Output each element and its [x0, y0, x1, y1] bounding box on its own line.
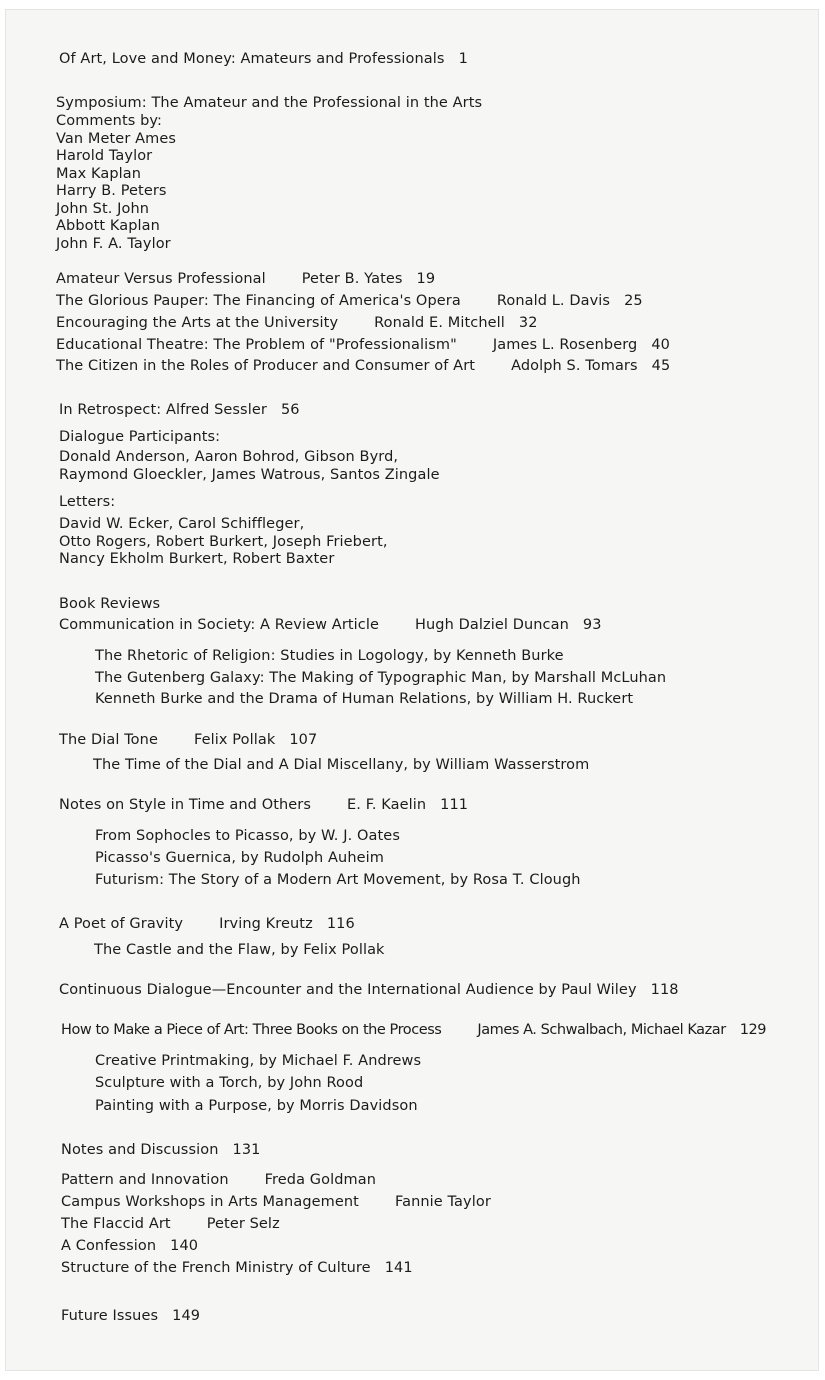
letters-label: Letters: [59, 494, 116, 510]
symposium-title: Symposium: The Amateur and the Professional in the Arts [56, 95, 483, 111]
entry-title: In Retrospect: Alfred Sessler [59, 402, 267, 418]
letters-line: David W. Ecker, Carol Schiffleger, [59, 516, 305, 532]
entry-page: 40 [651, 337, 670, 353]
entry-page: 19 [416, 271, 436, 287]
entry-page: 45 [651, 358, 671, 374]
reviewed-book: The Gutenberg Galaxy: The Making of Typographic Man, by Marshall McLuhan [95, 670, 667, 686]
toc-entry-love-money [59, 50, 468, 68]
entry-page: 118 [650, 982, 679, 998]
entry-title: Notes on Style in Time and Others [59, 797, 312, 813]
toc-entry-note [61, 1259, 413, 1277]
entry-author: Adolph S. Tomars [511, 358, 638, 374]
entry-author: Hugh Dalziel Duncan [415, 617, 569, 633]
entry-page: 116 [326, 916, 355, 932]
commenter: Max Kaplan [56, 166, 142, 182]
toc-entry-notes [61, 1141, 260, 1159]
entry-title: The Glorious Pauper: The Financing of America's Opera [56, 293, 461, 309]
entry-title: Of Art, Love and Money: Amateurs and Professionals [59, 51, 445, 67]
entry-title: How to Make a Piece of Art: Three Books on the Process [61, 1022, 442, 1038]
letters-line: Nancy Ekholm Burkert, Robert Baxter [59, 551, 335, 567]
toc-entry-review [59, 981, 679, 999]
entry-title: Amateur Versus Professional [56, 271, 266, 287]
reviewed-book: Creative Printmaking, by Michael F. Andrews [95, 1053, 422, 1069]
reviewed-book: Picasso's Guernica, by Rudolph Auheim [95, 850, 384, 866]
toc-entry-article [56, 314, 538, 332]
entry-page: 93 [582, 617, 602, 633]
entry-author: Ronald E. Mitchell [374, 315, 505, 331]
entry-author: Irving Kreutz [219, 916, 313, 932]
entry-page: 131 [232, 1142, 261, 1158]
toc-entry-note [61, 1237, 198, 1255]
comments-label: Comments by: [56, 113, 163, 129]
toc-entry-review [59, 915, 355, 933]
toc-entry-retrospect [59, 401, 300, 419]
entry-page: 149 [172, 1308, 201, 1324]
reviewed-book: Futurism: The Story of a Modern Art Movement, by Rosa T. Clough [95, 872, 581, 888]
entry-title: Future Issues [61, 1308, 159, 1324]
entry-title: Continuous Dialogue—Encounter and the International Audience by Paul Wiley [59, 982, 637, 998]
reviewed-book: Painting with a Purpose, by Morris Davidson [95, 1098, 418, 1114]
entry-page: 1 [458, 51, 468, 67]
toc-entry-future [61, 1307, 200, 1325]
entry-author: Freda Goldman [264, 1172, 377, 1188]
entry-title: Encouraging the Arts at the University [56, 315, 339, 331]
entry-author: Peter B. Yates [301, 271, 403, 287]
toc-entry-review [59, 731, 317, 749]
entry-author: E. F. Kaelin [347, 797, 427, 813]
entry-title: The Citizen in the Roles of Producer and Consumer of Art [56, 358, 476, 374]
reviewed-book: The Castle and the Flaw, by Felix Pollak [94, 942, 385, 958]
commenter: Harold Taylor [56, 148, 153, 164]
entry-title: Pattern and Innovation [61, 1172, 229, 1188]
entry-page: 141 [384, 1260, 413, 1276]
commenter: John St. John [56, 201, 150, 217]
entry-title: The Flaccid Art [61, 1216, 171, 1232]
entry-page: 107 [289, 732, 318, 748]
entry-page: 32 [518, 315, 538, 331]
toc-entry-article [56, 357, 670, 375]
book-reviews-heading: Book Reviews [59, 596, 161, 612]
letters-line: Otto Rogers, Robert Burkert, Joseph Friebert, [59, 534, 388, 550]
entry-author: James L. Rosenberg [492, 337, 638, 353]
entry-page: 129 [739, 1022, 767, 1038]
reviewed-book: The Time of the Dial and A Dial Miscellany, by William Wasserstrom [93, 757, 590, 773]
entry-title: A Poet of Gravity [59, 916, 184, 932]
entry-page: 56 [280, 402, 300, 418]
entry-title: Educational Theatre: The Problem of "Professionalism" [56, 337, 457, 353]
entry-page: 111 [440, 797, 469, 813]
reviewed-book: The Rhetoric of Religion: Studies in Logology, by Kenneth Burke [95, 648, 564, 664]
entry-author: Peter Selz [206, 1216, 280, 1232]
toc-entry-article [56, 292, 643, 310]
reviewed-book: Sculpture with a Torch, by John Rood [95, 1075, 364, 1091]
toc-entry-note [61, 1171, 376, 1189]
entry-title: Communication in Society: A Review Article [59, 617, 380, 633]
commenter: Abbott Kaplan [56, 218, 160, 234]
entry-title: A Confession [61, 1238, 157, 1254]
toc-entry-article [56, 336, 670, 354]
entry-title: Structure of the French Ministry of Culture [61, 1260, 371, 1276]
entry-author: Felix Pollak [193, 732, 276, 748]
entry-title: Campus Workshops in Arts Management [61, 1194, 359, 1210]
entry-author: Ronald L. Davis [496, 293, 611, 309]
toc-entry-note [61, 1215, 280, 1233]
commenter: John F. A. Taylor [56, 236, 171, 252]
reviewed-book: Kenneth Burke and the Drama of Human Relations, by William H. Ruckert [95, 691, 634, 707]
reviewed-book: From Sophocles to Picasso, by W. J. Oates [95, 828, 400, 844]
toc-entry-review [59, 796, 468, 814]
commenter: Van Meter Ames [56, 131, 177, 147]
entry-title: Notes and Discussion [61, 1142, 219, 1158]
entry-author: James A. Schwalbach, Michael Kazar [477, 1022, 726, 1038]
entry-author: Fannie Taylor [394, 1194, 491, 1210]
dialogue-participants-line: Donald Anderson, Aaron Bohrod, Gibson Byrd, [59, 449, 399, 465]
toc-entry-article [56, 270, 435, 288]
entry-title: The Dial Tone [59, 732, 158, 748]
toc-entry-review [59, 616, 602, 634]
dialogue-participants-line: Raymond Gloeckler, James Watrous, Santos Zingale [59, 467, 440, 483]
dialogue-label: Dialogue Participants: [59, 429, 221, 445]
commenter: Harry B. Peters [56, 183, 167, 199]
toc-entry-note [61, 1193, 491, 1211]
entry-page: 25 [624, 293, 643, 309]
entry-page: 140 [170, 1238, 199, 1254]
toc-entry-review [61, 1021, 766, 1039]
